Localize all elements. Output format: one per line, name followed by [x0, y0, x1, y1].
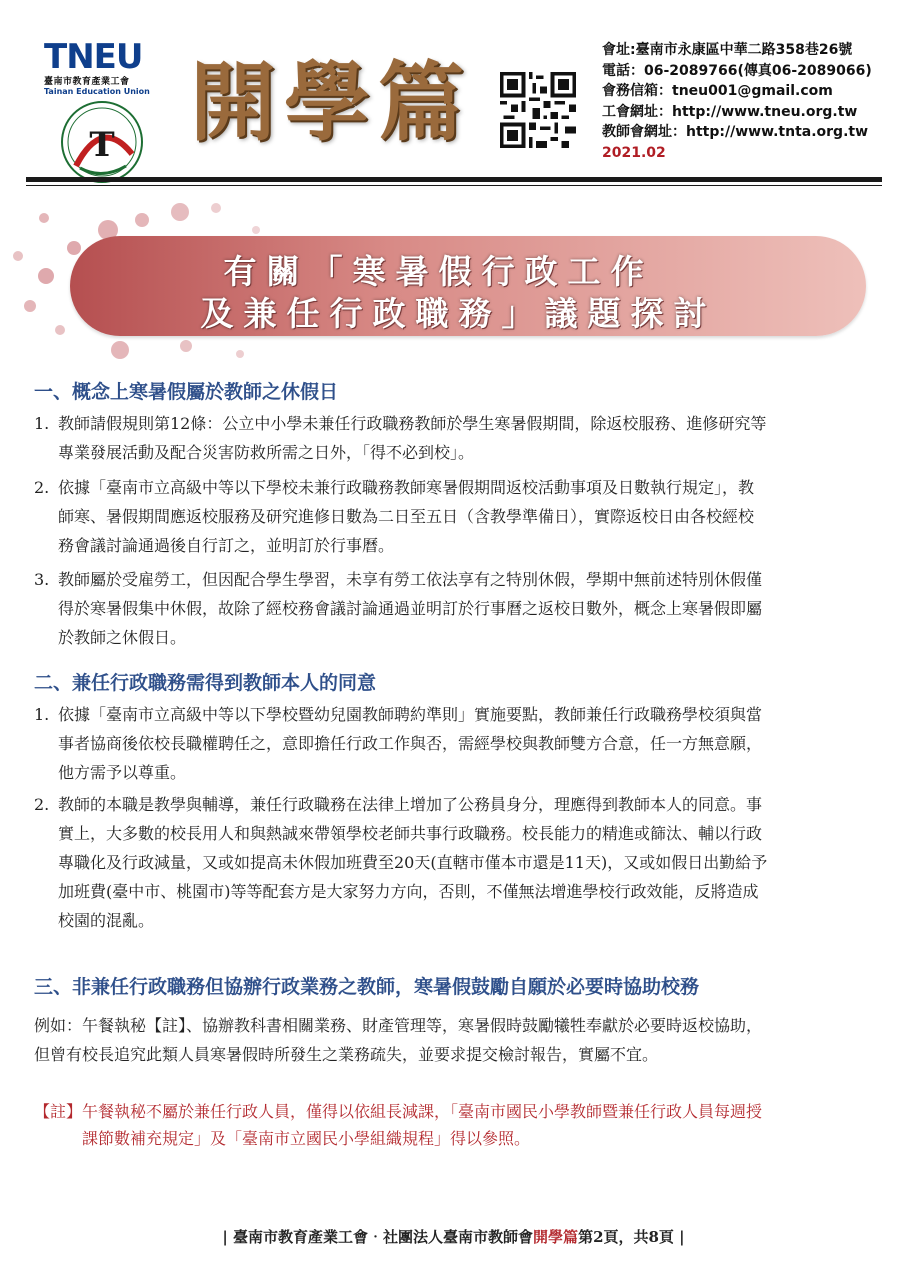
- phone-text: 電話：06-2089766(傳真06-2089066): [602, 62, 872, 79]
- section-1-item-3: [34, 565, 874, 652]
- item-number: 2.: [34, 795, 50, 814]
- section-1-heading: 一、概念上寒暑假屬於教師之休假日: [34, 381, 339, 403]
- issue-date: 2021.02: [602, 144, 666, 161]
- item-text: 事者協商後依校長職權聘任之，意即擔任行政工作與否，需經學校與教師雙方合意，任一方無意願，: [58, 734, 763, 753]
- title-line-1: 有關「寒暑假行政工作: [223, 252, 654, 291]
- item-text: 教師請假規則第12條：公立中小學未兼任行政職務教師於學生寒暑假期間，除返校服務、進修研究等: [58, 414, 767, 433]
- footnote-text: 課節數補充規定」及「臺南市立國民小學組織規程」得以參照。: [82, 1129, 531, 1148]
- section-3-heading: 三、非兼任行政職務但協辦行政業務之教師，寒暑假鼓勵自願於必要時協助校務: [34, 976, 700, 998]
- footer-org: | 臺南市教育產業工會‧社團法人臺南市教師會: [222, 1228, 534, 1246]
- section-2-item-1: [34, 700, 874, 787]
- contact-info: [602, 40, 872, 163]
- tneu-logo-text: TNEU: [44, 37, 143, 77]
- footer-page-number: 第2頁，共8頁 |: [578, 1228, 685, 1246]
- union-logo: [44, 37, 164, 165]
- union-name-en: Tainan Education Union: [44, 87, 150, 96]
- header-divider: [26, 177, 882, 182]
- footer-accent: 開學篇: [533, 1228, 579, 1246]
- item-text: 專業發展活動及配合災害防救所需之日外，「得不必到校」。: [58, 443, 475, 462]
- section-1-item-1: [34, 409, 874, 467]
- page-footer: [0, 1226, 907, 1247]
- association-website-text: 教師會網址：http://www.tnta.org.tw: [602, 124, 869, 140]
- union-name-cn: 臺南市教育產業工會: [44, 77, 130, 87]
- footnote-label: 【註】: [34, 1102, 83, 1121]
- paragraph-line: 但曾有校長追究此類人員寒暑假時所發生之業務疏失，並要求提交檢討報告，實屬不宜。: [34, 1045, 659, 1064]
- title-line-2: 及兼任行政職務」議題探討: [200, 294, 717, 333]
- item-text: 教師屬於受雇勞工，但因配合學生學習，未享有勞工依法享有之特別休假，學期中無前述特別休假僅: [58, 570, 763, 589]
- email-text: 會務信箱：tneu001@gmail.com: [602, 83, 833, 99]
- qr-code-icon: [500, 72, 576, 148]
- item-text: 師寒、暑假期間應返校服務及研究進修日數為二日至五日（含教學準備日），實際返校日由各校經校: [58, 507, 755, 526]
- teachers-association-logo: [56, 96, 148, 188]
- item-text: 加班費(臺中市、桃園市)等等配套方是大家努力方向，否則，不僅無法增進學校行政效能，反將造成: [58, 882, 759, 901]
- address-text: 會址:臺南市永康區中華二路358巷26號: [602, 42, 853, 58]
- item-number: 2.: [34, 478, 50, 497]
- section-2-heading: 二、兼任行政職務需得到教師本人的同意: [34, 672, 377, 694]
- item-text: 他方需予以尊重。: [58, 763, 187, 782]
- item-text: 依據「臺南市立高級中等以下學校暨幼兒園教師聘約準則」實施要點，教師兼任行政職務學校須與當: [58, 705, 763, 724]
- masthead-title: 開學篇: [190, 52, 472, 153]
- item-text: 專職化及行政減量，又或如提高未休假加班費至20天(直轄市僅本市還是11天)，又或如假日出勤給予: [58, 853, 768, 872]
- item-text: 得於寒暑假集中休假，故除了經校務會議討論通過並明訂於行事曆之返校日數外，概念上寒暑假即屬: [58, 599, 763, 618]
- item-text: 依據「臺南市立高級中等以下學校未兼行政職務教師寒暑假期間返校活動事項及日數執行規定」，教: [58, 478, 755, 497]
- item-number: 1.: [34, 414, 50, 433]
- union-website-text: 工會網址：http://www.tneu.org.tw: [602, 103, 858, 120]
- item-text: 實上，大多數的校長用人和與熱誠來帶領學校老師共事行政職務。校長能力的精進或篩汰、輔以行政: [58, 824, 763, 843]
- item-text: 於教師之休假日。: [58, 628, 187, 647]
- svg-text:T: T: [89, 125, 115, 165]
- section-1-item-2: [34, 473, 874, 560]
- item-number: 1.: [34, 705, 50, 724]
- item-text: 務會議討論通過後自行訂之，並明訂於行事曆。: [58, 536, 395, 555]
- paragraph-line: 例如：午餐執秘【註】、協辦教科書相關業務、財產管理等，寒暑假時鼓勵犧牲奉獻於必要時返校協助，: [34, 1016, 763, 1035]
- item-number: 3.: [34, 570, 50, 589]
- footnote-text: 午餐執秘不屬於兼任行政人員，僅得以依組長減課，「臺南市國民小學教師暨兼任行政人員每週授: [82, 1102, 763, 1121]
- section-3-text: [34, 1011, 874, 1069]
- item-text: 校園的混亂。: [58, 911, 155, 930]
- item-text: 教師的本職是教學與輔導，兼任行政職務在法律上增加了公務員身分，理應得到教師本人的同意。事: [58, 795, 763, 814]
- header-divider-thin: [26, 185, 882, 186]
- section-2-item-2: [34, 790, 874, 935]
- footnote: [34, 1098, 884, 1152]
